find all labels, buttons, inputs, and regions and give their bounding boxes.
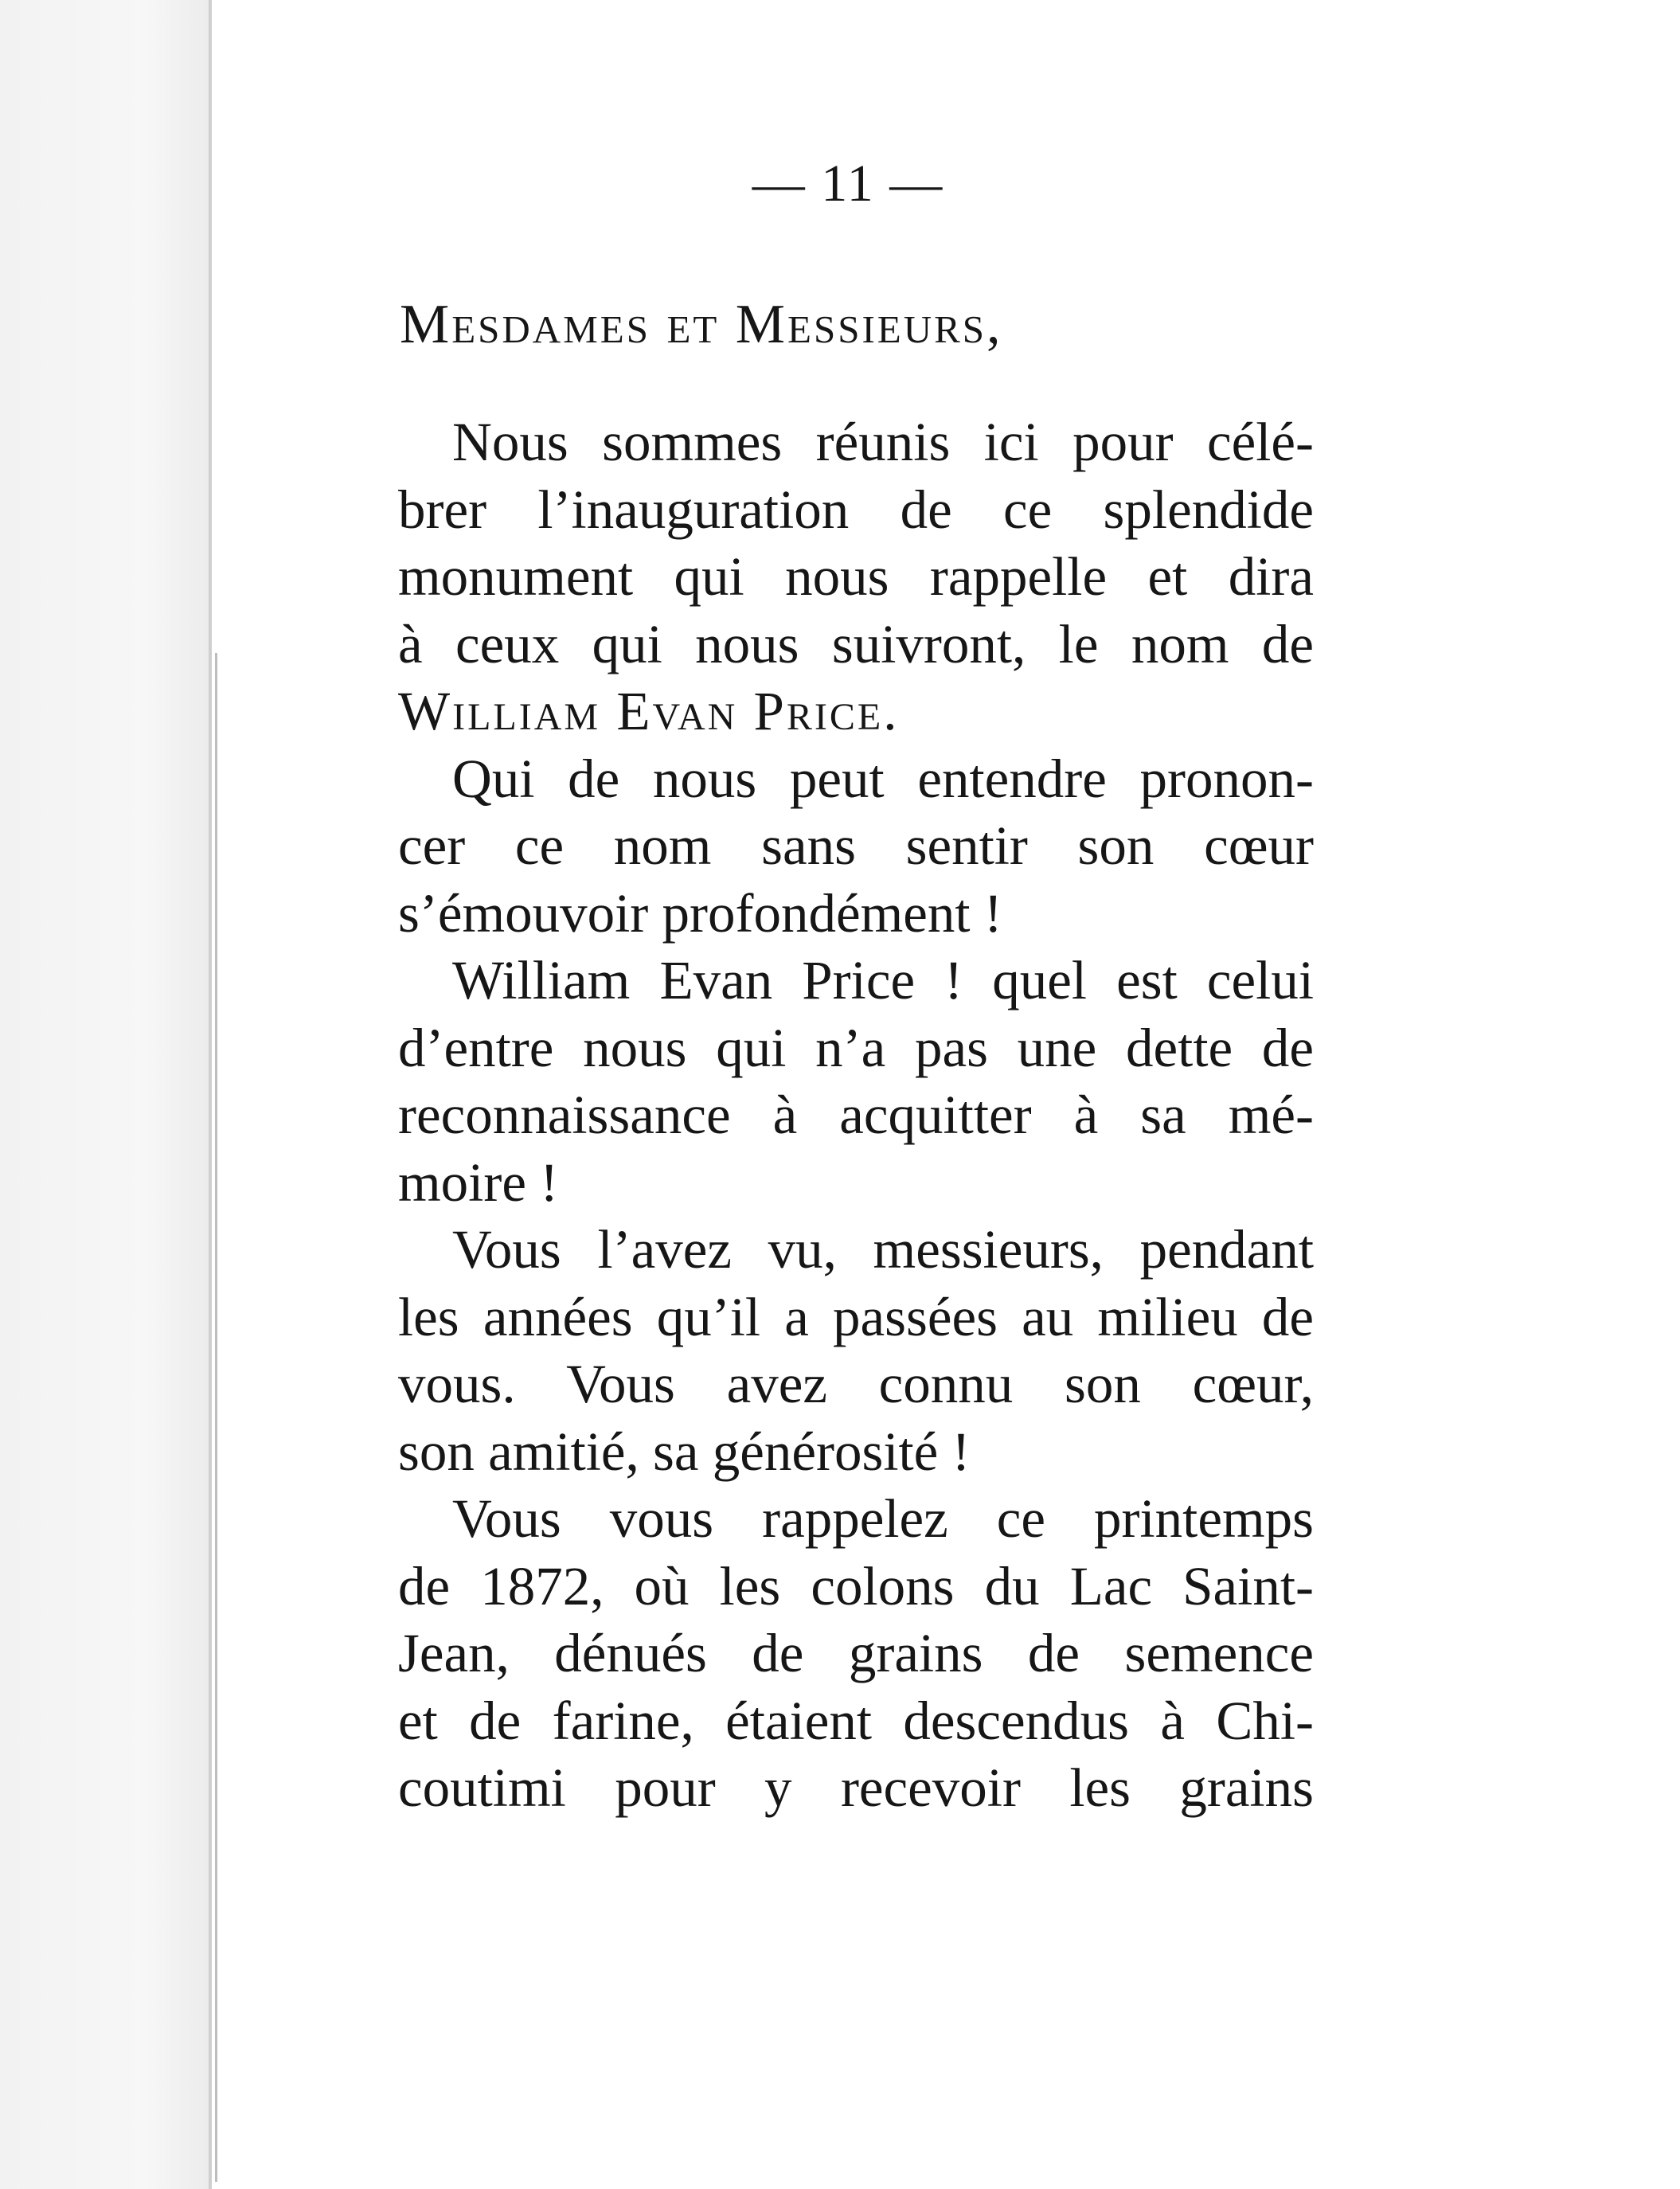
text-line: moire ! — [398, 1151, 559, 1213]
text-line: à ceux qui nous suivront, le nom de — [398, 613, 1314, 674]
text-line: vous. Vous avez connu son cœur, — [398, 1354, 1314, 1414]
facing-page-margin — [0, 0, 209, 2189]
text-line: Qui de nous peut entendre pronon- — [452, 748, 1314, 809]
page-edge — [209, 0, 212, 2189]
text-line: coutimi pour y recevoir les grains — [398, 1757, 1314, 1818]
text-line: brer l’inauguration de ce splendide — [398, 479, 1314, 540]
text-line: et de farine, étaient descendus à Chi- — [398, 1690, 1314, 1751]
text-line: William Evan Price. — [398, 681, 900, 741]
text-line: son amitié, sa générosité ! — [398, 1421, 971, 1482]
text-line: Jean, dénués de grains de semence — [398, 1623, 1314, 1683]
text-line: Vous l’avez vu, messieurs, pendant — [452, 1219, 1314, 1280]
text-line: s’émouvoir profondément ! — [398, 882, 1002, 944]
text-line: reconnaissance à acquitter à sa mé- — [398, 1085, 1314, 1145]
text-line: monument qui nous rappelle et dira — [398, 546, 1314, 607]
salutation: Mesdames et Messieurs, — [400, 294, 1003, 355]
text-line: cer ce nom sans sentir son cœur — [398, 815, 1314, 876]
text-line: William Evan Price ! quel est celui — [452, 950, 1314, 1010]
text-line: de 1872, où les colons du Lac Saint- — [398, 1555, 1314, 1616]
text-line: les années qu’il a passées au milieu de — [398, 1286, 1314, 1347]
page-number: — 11 — — [752, 154, 944, 213]
text-line: d’entre nous qui n’a pas une dette de — [398, 1017, 1314, 1078]
body-text — [398, 408, 1314, 1822]
text-line: Nous sommes réunis ici pour célé- — [452, 412, 1314, 472]
gutter-shadow — [215, 653, 217, 2182]
text-line: Vous vous rappelez ce printemps — [452, 1488, 1314, 1549]
